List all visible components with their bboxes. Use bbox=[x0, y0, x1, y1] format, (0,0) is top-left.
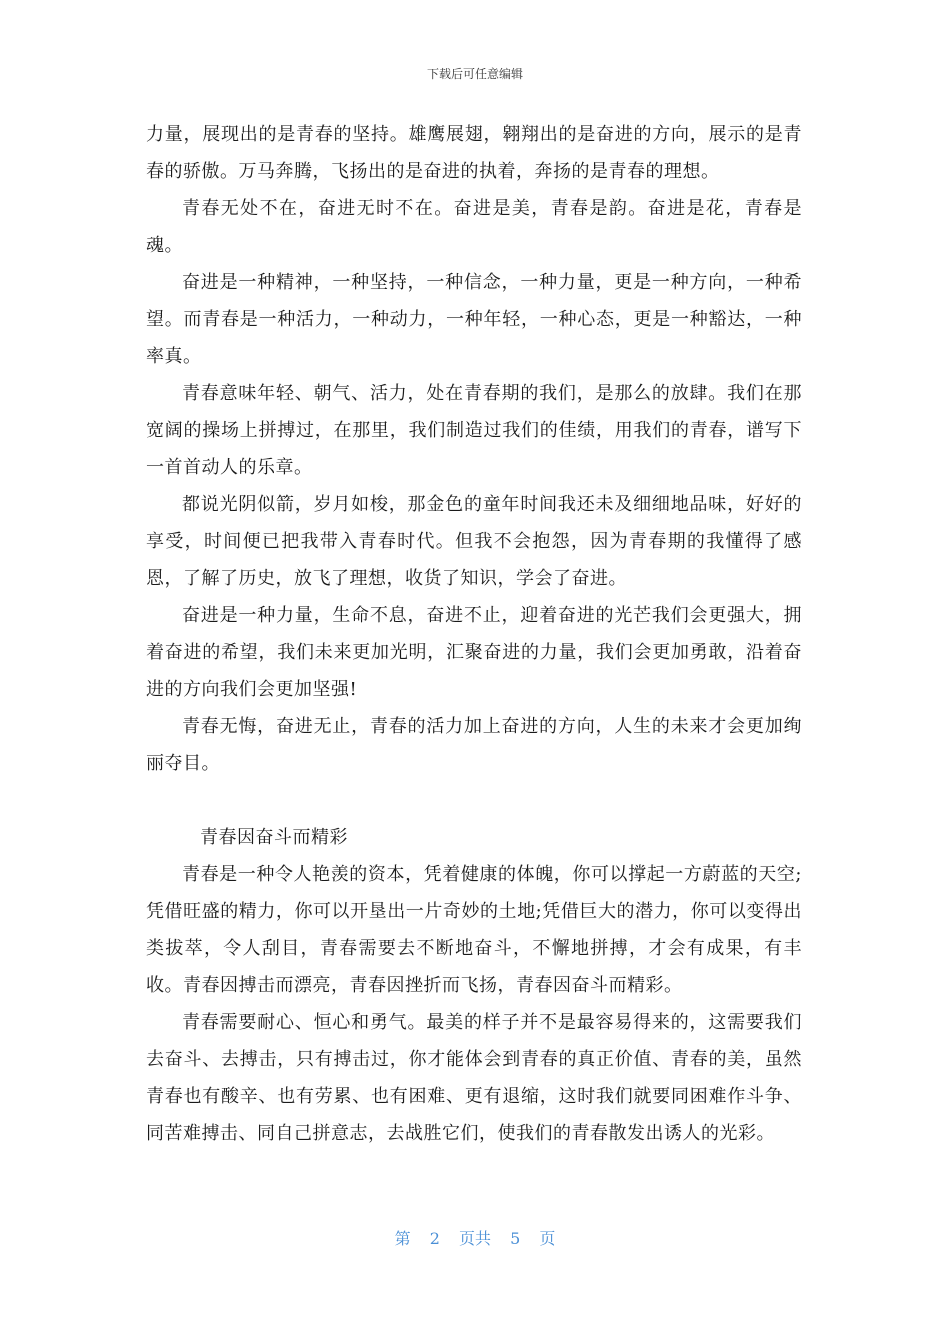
paragraph: 青春意味年轻、朝气、活力，处在青春期的我们，是那么的放肆。我们在那宽阔的操场上拼搏过，在那里，我们制造过我们的佳绩，用我们的青春，谱写下一首首动人的乐章。 bbox=[146, 383, 802, 478]
page-number: 第 2 页共 5 页 bbox=[394, 1229, 556, 1248]
paragraph: 青春无处不在，奋进无时不在。奋进是美，青春是韵。奋进是花，青春是魂。 bbox=[146, 198, 802, 256]
section-title: 青春因奋斗而精彩 bbox=[200, 827, 348, 848]
page-header: 下载后可任意编辑 bbox=[426, 67, 523, 81]
paragraph: 青春无悔，奋进无止，青春的活力加上奋进的方向，人生的未来才会更加绚丽夺目。 bbox=[146, 716, 802, 774]
paragraph: 青春是一种令人艳羡的资本，凭着健康的体魄，你可以撑起一方蔚蓝的天空;凭借旺盛的精力，你可以开垦出一片奇妙的土地;凭借巨大的潜力，你可以变得出类拔萃，令人刮目，青春需要去不断地奋斗，不懈地拼搏，才会有成果，有丰收。青春因搏击而漂亮，青春因挫折而飞扬，青春因奋斗而精彩。 bbox=[146, 864, 802, 996]
paragraph: 力量，展现出的是青春的坚持。雄鹰展翅，翱翔出的是奋进的方向，展示的是青春的骄傲。万马奔腾，飞扬出的是奋进的执着，奔扬的是青春的理想。 bbox=[146, 124, 802, 182]
document-body bbox=[146, 116, 802, 1152]
paragraph: 奋进是一种力量，生命不息，奋进不止，迎着奋进的光芒我们会更强大，拥着奋进的希望，我们未来更加光明，汇聚奋进的力量，我们会更加勇敢，沿着奋进的方向我们会更加坚强! bbox=[146, 605, 802, 700]
paragraph: 奋进是一种精神，一种坚持，一种信念，一种力量，更是一种方向，一种希望。而青春是一种活力，一种动力，一种年轻，一种心态，更是一种豁达，一种率真。 bbox=[146, 272, 802, 367]
paragraph: 青春需要耐心、恒心和勇气。最美的样子并不是最容易得来的，这需要我们去奋斗、去搏击，只有搏击过，你才能体会到青春的真正价值、青春的美，虽然青春也有酸辛、也有劳累、也有困难、更有退缩，这时我们就要同困难作斗争、同苦难搏击、同自己拼意志，去战胜它们，使我们的青春散发出诱人的光彩。 bbox=[146, 1012, 802, 1144]
paragraph: 都说光阴似箭，岁月如梭，那金色的童年时间我还未及细细地品味，好好的享受，时间便已把我带入青春时代。但我不会抱怨，因为青春期的我懂得了感恩，了解了历史，放飞了理想，收货了知识，学会了奋进。 bbox=[146, 494, 802, 589]
